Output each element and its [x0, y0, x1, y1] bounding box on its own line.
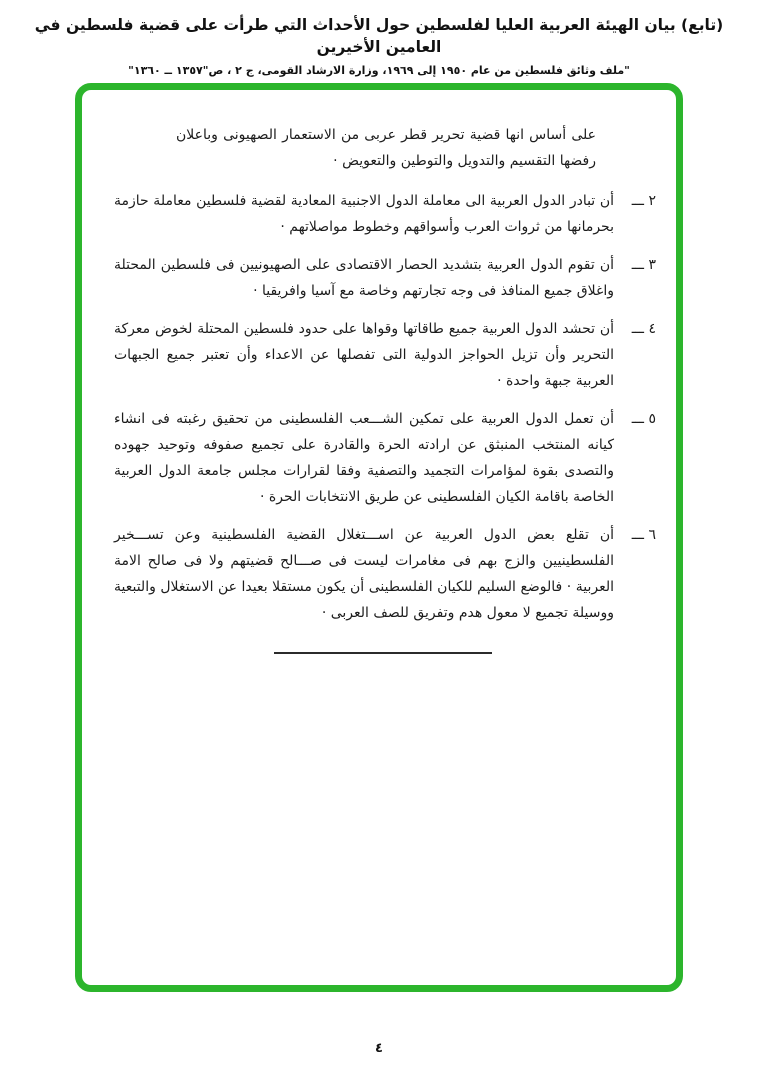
item-number: ٥ [648, 411, 656, 427]
intro-paragraph: على أساس انها قضية تحرير قطر عربى من الاستعمار الصهيونى وباعلان رفضها التقسيم والتدويل والتوطين والتعويض · [176, 127, 596, 169]
list-item [110, 188, 656, 240]
item-number: ٣ [648, 257, 656, 273]
item-dash: ـــ [631, 257, 645, 273]
list-item [110, 522, 656, 626]
page-number: ٤ [375, 1041, 383, 1056]
item-number: ٢ [648, 193, 656, 209]
item-text: أن تقوم الدول العربية بتشديد الحصار الاقتصادى على الصهيونيين فى فلسطين المحتلة واغلاق جميع المنافذ فى وجه تجارتهم وخاصة مع آسيا وافريقيا · [114, 257, 614, 299]
item-marker [614, 252, 656, 278]
item-text: أن تحشد الدول العربية جميع طاقاتها وقواها على حدود فلسطين المحتلة لخوض معركة التحرير وأن تزيل الحواجز الدولية التى تفصلها عن الاعداء وأن تعتبر جميع الجبهات العربية جبهة واحدة · [114, 321, 614, 389]
item-dash: ـــ [631, 321, 645, 337]
content-area [82, 90, 676, 985]
green-content-frame [75, 83, 683, 992]
item-marker [614, 406, 656, 432]
section-divider [274, 652, 492, 654]
item-number: ٦ [648, 527, 656, 543]
item-text: أن تعمل الدول العربية على تمكين الشـــعب الفلسطينى من تحقيق رغبته فى انشاء كيانه المنتخب المنبثق عن ارادته الحرة والقادرة على تجميع صفوفه وتوحيد جهوده والتصدى بقوة لمؤامرات التجميد والتصفية وفقا لقرارات مجلس جامعة الدول العربية الخاصة باقامة الكيان الفلسطينى عن طريق الانتخابات الحرة · [114, 411, 614, 505]
item-marker [614, 316, 656, 342]
item-dash: ـــ [631, 527, 645, 543]
list-item [110, 252, 656, 304]
document-header [34, 14, 724, 77]
item-marker [614, 522, 656, 548]
item-number: ٤ [648, 321, 656, 337]
item-marker [614, 188, 656, 214]
item-text: أن تبادر الدول العربية الى معاملة الدول الاجنبية المعادية لقضية فلسطين معاملة حازمة بحرمانها من ثروات العرب وأسواقهم وخطوط مواصلاتهم · [114, 193, 614, 235]
item-text: أن تقلع بعض الدول العربية عن اســـتغلال القضية الفلسطينية وعن تســـخير الفلسطينيين والزج بهم فى مغامرات ليست فى صـــالح قضيتهم ولا فى صالح الامة العربية · فالوضع السليم للكيان الفلسطينى أن يكون مستقلا بعيدا عن الاستغلال والتبعية ووسيلة تجميع لا معول هدم وتفريق للصف العربى · [114, 527, 614, 621]
item-dash: ـــ [631, 411, 645, 427]
item-dash: ـــ [631, 193, 645, 209]
list-item [110, 406, 656, 510]
list-item [110, 316, 656, 394]
document-source-line: "ملف وثائق فلسطين من عام ١٩٥٠ إلى ١٩٦٩، وزارة الارشاد القومى، ج ٢ ، ص"١٣٥٧ ــ ١٣٦٠" [128, 63, 630, 77]
document-title: (تابع) بيان الهيئة العربية العليا لفلسطين حول الأحداث التي طرأت على قضية فلسطين في العامين الأخيرين [34, 16, 724, 57]
